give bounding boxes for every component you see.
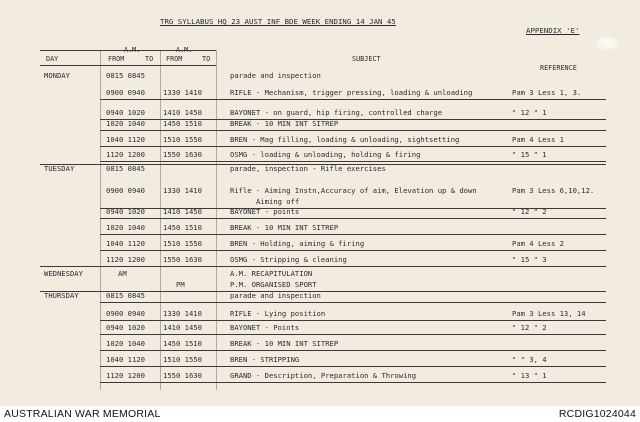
- row-am-time: 1020 1040: [106, 119, 145, 128]
- row-subject: Rifle - Aiming Instn,Accuracy of aim, Elevation up & down: [230, 186, 477, 195]
- row-reference: " 12 " 2: [512, 323, 547, 332]
- row-am-time: 1040 1120: [106, 135, 145, 144]
- col-from-2: FROM: [166, 55, 183, 63]
- row-subject: A.M. RECAPITULATION: [230, 269, 313, 278]
- row-pm-time: 1550 1630: [163, 255, 202, 264]
- col-subject: SUBJECT: [352, 55, 381, 63]
- row-rule: [100, 146, 606, 147]
- day-rule: [40, 266, 606, 267]
- row-am-time: 0900 0940: [106, 88, 145, 97]
- archive-footer: [0, 406, 640, 422]
- row-reference: " 12 " 2: [512, 207, 547, 216]
- row-pm-time: 1330 1410: [163, 186, 202, 195]
- row-day: TUESDAY: [44, 164, 75, 173]
- row-reference: Pam 3 Less 1, 3.: [512, 88, 582, 97]
- row-day: MONDAY: [44, 71, 70, 80]
- row-subject: GRAND - Description, Preparation & Throwing: [230, 371, 417, 380]
- row-rule: [100, 382, 606, 383]
- row-reference: " 12 " 1: [512, 108, 547, 117]
- row-reference: Pam 3 Less 6,10,12.: [512, 186, 595, 195]
- day-rule: [40, 164, 606, 165]
- row-subject: parade, inspection - Rifle exercises: [230, 164, 386, 173]
- col-to-1: TO: [145, 55, 154, 63]
- row-subject: Aiming off: [256, 197, 300, 206]
- appendix-label: APPENDIX 'E': [526, 26, 580, 35]
- col-from-1: FROM: [108, 55, 125, 63]
- row-reference: Pam 4 Less 1: [512, 135, 564, 144]
- row-am-time: 1120 1200: [106, 150, 145, 159]
- row-rule: [100, 130, 606, 131]
- document-title: TRG SYLLABUS HQ 23 AUST INF BDE WEEK ENDING 14 JAN 45: [160, 17, 396, 26]
- day-rule: [40, 291, 606, 292]
- row-subject: BAYONET - Points: [230, 323, 300, 332]
- row-rule: [100, 366, 606, 367]
- row-pm-time: 1550 1630: [163, 371, 202, 380]
- row-subject: RIFLE - Lying position: [230, 309, 326, 318]
- row-day: THURSDAY: [44, 291, 79, 300]
- row-am-time: 0815 0845: [106, 291, 145, 300]
- row-rule: [100, 99, 606, 100]
- row-subject: P.M. ORGANISED SPORT: [230, 280, 317, 289]
- row-subject: OSMG - Stripping & cleaning: [230, 255, 347, 264]
- row-pm-time: 1450 1510: [163, 119, 202, 128]
- row-am-time: 0815 0845: [106, 164, 145, 173]
- row-am-time: 1020 1040: [106, 339, 145, 348]
- row-subject: BREN - STRIPPING: [230, 355, 300, 364]
- row-subject: BREAK - 10 MIN INT SITREP: [230, 223, 339, 232]
- row-pm-time: 1450 1510: [163, 339, 202, 348]
- row-am-time: 0815 0845: [106, 71, 145, 80]
- row-day: WEDNESDAY: [44, 269, 83, 278]
- row-rule: [100, 302, 606, 303]
- row-subject: BREAK - 10 MIN INT SITREP: [230, 119, 339, 128]
- row-subject: parade and inspection: [230, 291, 321, 300]
- row-reference: " 13 " 1: [512, 371, 547, 380]
- row-am-time: 0940 1020: [106, 108, 145, 117]
- row-subject: BAYONET - points: [230, 207, 300, 216]
- row-am-time: AM: [118, 269, 127, 278]
- paper-stain: [596, 36, 618, 50]
- row-am-time: 0940 1020: [106, 323, 145, 332]
- row-pm-time: 1330 1410: [163, 309, 202, 318]
- row-am-time: 0900 0940: [106, 186, 145, 195]
- row-rule: [100, 320, 606, 321]
- row-pm-time: 1510 1550: [163, 239, 202, 248]
- row-reference: " 15 " 3: [512, 255, 547, 264]
- row-subject: BREAK - 10 MIN INT SITREP: [230, 339, 339, 348]
- row-pm-time: 1410 1450: [163, 207, 202, 216]
- row-subject: OSMG - loading & unloading, holding & firing: [230, 150, 421, 159]
- row-rule: [100, 250, 606, 251]
- row-am-time: 1120 1200: [106, 255, 145, 264]
- row-pm-time: PM: [176, 280, 185, 289]
- footer-catalog-id: RCDIG1024044: [558, 408, 636, 420]
- row-pm-time: 1410 1450: [163, 108, 202, 117]
- row-reference: Pam 4 Less 2: [512, 239, 564, 248]
- row-subject: BAYONET - on guard, hip firing, controlled charge: [230, 108, 443, 117]
- row-am-time: 0900 0940: [106, 309, 145, 318]
- col-reference: REFERENCE: [540, 64, 577, 72]
- row-pm-time: 1510 1550: [163, 355, 202, 364]
- row-pm-time: 1510 1550: [163, 135, 202, 144]
- row-pm-time: 1330 1410: [163, 88, 202, 97]
- row-rule: [100, 350, 606, 351]
- header-rule: [40, 65, 216, 66]
- header-rule: [40, 50, 216, 51]
- row-pm-time: 1550 1630: [163, 150, 202, 159]
- row-pm-time: 1410 1450: [163, 323, 202, 332]
- row-reference: Pam 3 Less 13, 14: [512, 309, 586, 318]
- row-pm-time: 1450 1510: [163, 223, 202, 232]
- row-reference: " 15 " 1: [512, 150, 547, 159]
- row-reference: " " 3, 4: [512, 355, 547, 364]
- row-am-time: 1040 1120: [106, 239, 145, 248]
- row-am-time: 1120 1200: [106, 371, 145, 380]
- column-rule: [100, 50, 101, 390]
- row-rule: [100, 334, 606, 335]
- col-day: DAY: [46, 55, 59, 63]
- row-subject: parade and inspection: [230, 71, 321, 80]
- row-subject: BREN - Mag filling, loading & unloading, sightsetting: [230, 135, 460, 144]
- row-am-time: 1040 1120: [106, 355, 145, 364]
- row-subject: BREN - Holding, aiming & firing: [230, 239, 365, 248]
- row-subject: RIFLE - Mechanism, trigger pressing, loading & unloading: [230, 88, 473, 97]
- row-rule: [100, 218, 606, 219]
- row-am-time: 0940 1020: [106, 207, 145, 216]
- col-am-2: A.M.: [176, 46, 193, 54]
- row-am-time: 1020 1040: [106, 223, 145, 232]
- col-am-1: A.M.: [124, 46, 141, 54]
- col-to-2: TO: [202, 55, 211, 63]
- row-rule: [100, 161, 606, 162]
- column-rule: [216, 50, 217, 390]
- footer-institution: AUSTRALIAN WAR MEMORIAL: [4, 408, 161, 420]
- row-rule: [100, 234, 606, 235]
- column-rule: [160, 50, 161, 390]
